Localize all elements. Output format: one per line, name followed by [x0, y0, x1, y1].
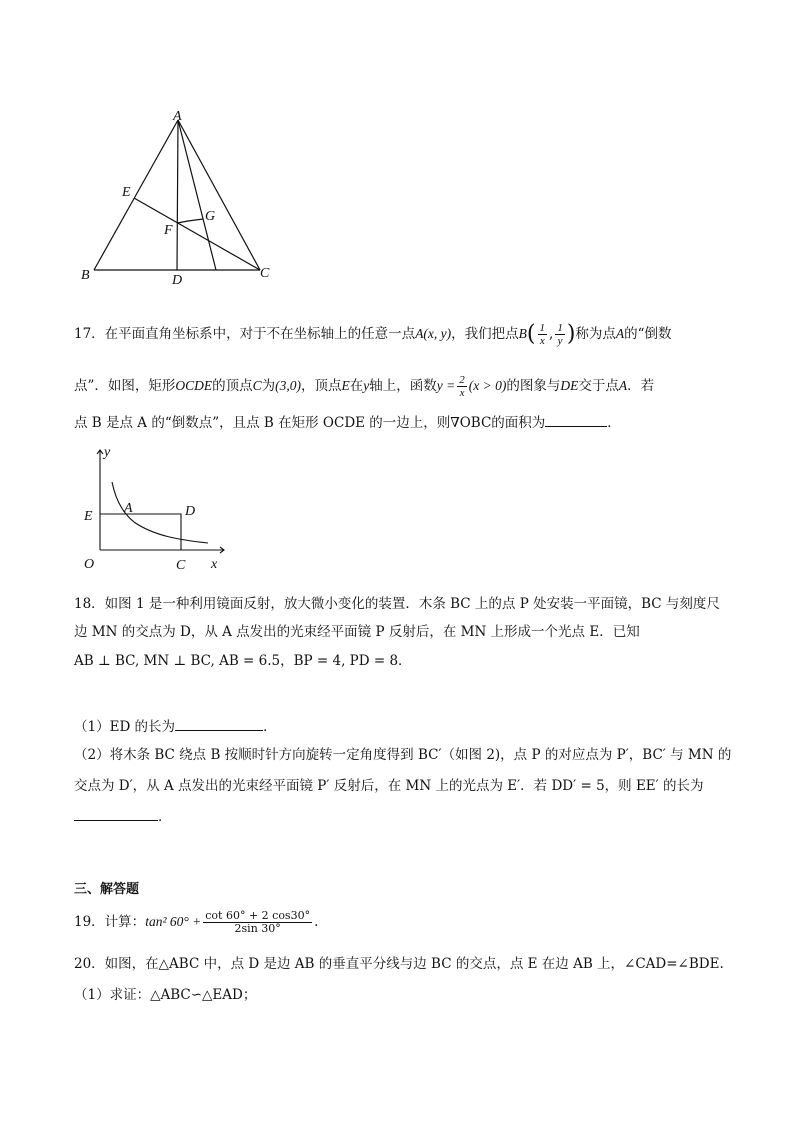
section-heading: 三、解答题 — [74, 882, 140, 897]
q18-line3: AB ⊥ BC, MN ⊥ BC, AB = 6.5，BP = 4, PD = 8． — [74, 653, 412, 669]
label-x-axis: x — [211, 557, 218, 572]
fraction-1-over-x: $\frac{1}{x}$ — [539, 322, 546, 347]
q17-line3: 点 B 是点 A 的“倒数点”，且点 B 在矩形 OCDE 的一边上，则∇OBC的面积为 ． — [74, 412, 621, 433]
q20-part1: （1）求证：△ABC∽△EAD； — [74, 987, 257, 1003]
q18-line2: 边 MN 的交点为 D，从 A 点发出的光束经平面镜 P 反射后，在 MN 上形成一个光点 E．已知 — [74, 624, 640, 640]
q18-part2-line2: 交点为 D′，从 A 点发出的光束经平面镜 P′ 反射后，在 MN 上的光点为 E′．若 DD′ = 5，则 EE′ 的长为 — [74, 778, 704, 794]
answer-blank-18-1 — [175, 716, 263, 731]
q18-line1: 18．如图 1 是一种利用镜面反射，放大微小变化的装置．木条 BC 上的点 P 处安装一平面镜，BC 与刻度尺 — [74, 596, 720, 612]
q18-part2-line3: ． — [74, 806, 172, 827]
label-E: E — [84, 509, 93, 524]
q17-line1: 17．在平面直角坐标系中，对于不在坐标轴上的任意一点A(x, y)，我们把点B( $\frac{1}{x}$ , $\frac{1}{y}$ )称为点A的“倒数 — [74, 321, 672, 347]
triangle-figure — [76, 108, 276, 288]
q20-line1: 20．如图，在△ABC 中，点 D 是边 AB 的垂直平分线与边 BC 的交点，点 E 在边 AB 上，∠CAD=∠BDE. — [74, 956, 724, 972]
fraction-2-over-x: $\frac{2}{x}$ — [459, 374, 465, 399]
q18-part1: （1）ED 的长为 ． — [74, 716, 277, 737]
label-A: A — [124, 501, 133, 516]
label-E: E — [122, 185, 131, 200]
label-y-axis: y — [104, 445, 111, 460]
label-C: C — [176, 558, 186, 573]
q18-part2-line1: （2）将木条 BC 绕点 B 按顺时针方向旋转一定角度得到 BC′（如图 2)，点 P 的对应点为 P′，BC′ 与 MN 的 — [74, 747, 732, 763]
fraction-1-over-y: $\frac{1}{y}$ — [557, 322, 563, 347]
q17-line2: 点”．如图，矩形OCDE的顶点C为(3,0)，顶点E在y轴上，函数y = $\frac{2}{x}$ (x > 0)的图象与DE交于点A．若 — [74, 374, 655, 399]
q19-line: 19．计算：tan² 60° + $\frac{\cot 60^\circ + 2 \cos 30^\circ}{2\sin 30^\circ}$ . — [74, 909, 319, 935]
answer-blank-18-2 — [74, 806, 158, 821]
q19-fraction: $\frac{\cot 60^\circ + 2 \cos 30^\circ}{2\sin 30^\circ}$ — [205, 909, 311, 935]
label-A: A — [173, 109, 182, 124]
label-C: C — [260, 266, 270, 281]
label-B: B — [81, 268, 90, 283]
answer-blank-17 — [545, 412, 607, 427]
label-F: F — [164, 223, 173, 238]
label-D: D — [172, 273, 183, 288]
label-G: G — [205, 209, 216, 224]
label-D: D — [185, 504, 196, 519]
coordinate-graph-figure — [76, 444, 236, 574]
label-O: O — [84, 557, 95, 572]
